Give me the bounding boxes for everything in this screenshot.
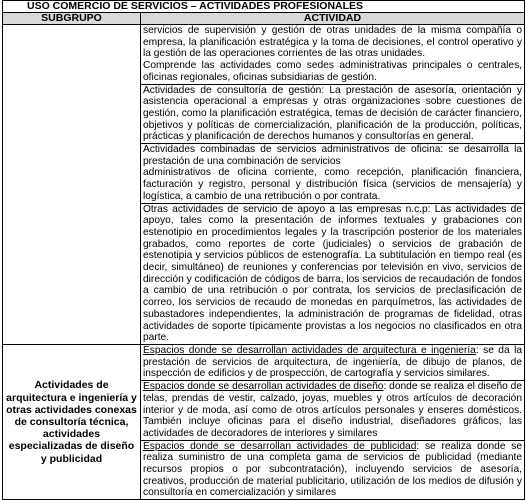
activity-text: administrativos de oficina corriente, como recepción, planificación financiera, facturación y registro, personal y distribución física (servicios de mensajería) y logística, a cambio de una retribución o por contrata.	[143, 167, 522, 202]
table-title-row	[3, 1, 525, 13]
activity-rest: : se da la prestación de servicios de arquitectura, de ingeniería, de dibujo de planos, de inspección de edificios y de prospección, de cartografía y servicios similares.	[143, 344, 523, 380]
activity-lead: Espacios donde se desarrollan actividades de publicidad	[143, 440, 417, 452]
table-title: USO COMERCIO DE SERVICIOS – ACTIVIDADES PROFESIONALES	[3, 1, 525, 13]
actividad-cell	[141, 25, 525, 345]
activity-text: Comprende las actividades como sedes administrativas principales o centrales, oficinas regionales, oficinas subsidiarias de gestión.	[143, 60, 522, 83]
document-page	[2, 0, 524, 499]
activity-block	[141, 381, 524, 441]
activity-text: Actividades combinadas de servicios administrativos de oficina: se desarrolla la prestación de una combinación de servicios	[143, 144, 522, 167]
activity-text: Otras actividades de servicio de apoyo a las empresas n.c.p: Las actividades de apoyo, tales como la presentación de informes textuales y grabaciones con estenotipio en procedimientos legales y la trascripción posterior de los materiales grabados, como reportes de corte (judiciales) o servicios de grabación de estenotipia y servicios públicos de estenografía. La subtitulación en tiempo real (es decir, simultáneo) de reuniones y conferencias por televisión en vivo, servicios de dirección y codificación de códigos de barra, los servicios de recaudación de fondos a cambio de una retribución o por contrata, los servicios de preclasificación de correo, los servicios de recaudo de monedas en parquímetros, las actividades de subastadores independientes, la administración de programas de fidelidad, otras actividades de soporte típicamente provistas a los negocios no clasificados en otra parte.	[143, 203, 522, 344]
activity-block	[141, 85, 524, 145]
activity-block	[141, 441, 524, 500]
activity-block	[141, 144, 524, 204]
activity-lead: Espacios donde se desarrollan actividades de diseño	[143, 381, 384, 393]
activity-text	[143, 381, 522, 440]
activity-text	[143, 345, 522, 380]
table-row	[3, 344, 525, 499]
activities-table	[2, 0, 525, 500]
table-row	[3, 25, 525, 345]
subgrupo-cell	[3, 25, 141, 345]
activity-rest: : se realiza donde se realiza suministro de una completa gama de servicios de publicidad (mediante recursos propios o por subcontratación), incluyendo servicios de asesoría, creativos, producción de material publicitario, utilización de los medios de difusión y consultoría en comercialización y similares	[143, 440, 522, 499]
activity-text: servicios de supervisión y gestión de otras unidades de la misma compañía o empresa, la planificación estratégica y la toma de decisiones, el control operativo y la gestión de las operaciones corrientes de las otras unidades.	[143, 25, 522, 60]
activity-lead: Espacios donde se desarrollan actividades de arquitectura e ingeniería	[143, 344, 476, 356]
table-header-row	[3, 13, 525, 25]
column-header-subgrupo: SUBGRUPO	[3, 13, 141, 25]
activity-block	[141, 25, 524, 85]
column-header-actividad: ACTIVIDAD	[141, 13, 525, 25]
activity-text: Actividades de consultoría de gestión: La prestación de asesoría, orientación y asistencia operacional a empresas y otras organizaciones sobre cuestiones de gestión, como la planificación estratégica, temas de decisión de carácter financiero, objetivos y políticas de comercialización, planificación de la producción, políticas, prácticas y planificación de derechos humanos y consultorías en general.	[143, 84, 522, 143]
actividad-cell	[141, 344, 525, 499]
activity-rest: : donde se realiza el diseño de telas, prendas de vestir, calzado, joyas, muebles y otros artículos de decoración interior y de moda, así como de otros artículos personales y enseres domésticos. También incluye oficinas para el diseño industrial, diseñadores gráficos, las actividades de decoradores de interiores y similares	[143, 381, 522, 439]
activity-block	[141, 204, 524, 344]
subgrupo-cell: Actividades de arquitectura e ingeniería y otras actividades conexas de consultoría técnica, actividades especializadas de diseño y publicidad	[3, 344, 141, 499]
activity-text	[143, 441, 522, 500]
activity-block	[141, 345, 524, 381]
